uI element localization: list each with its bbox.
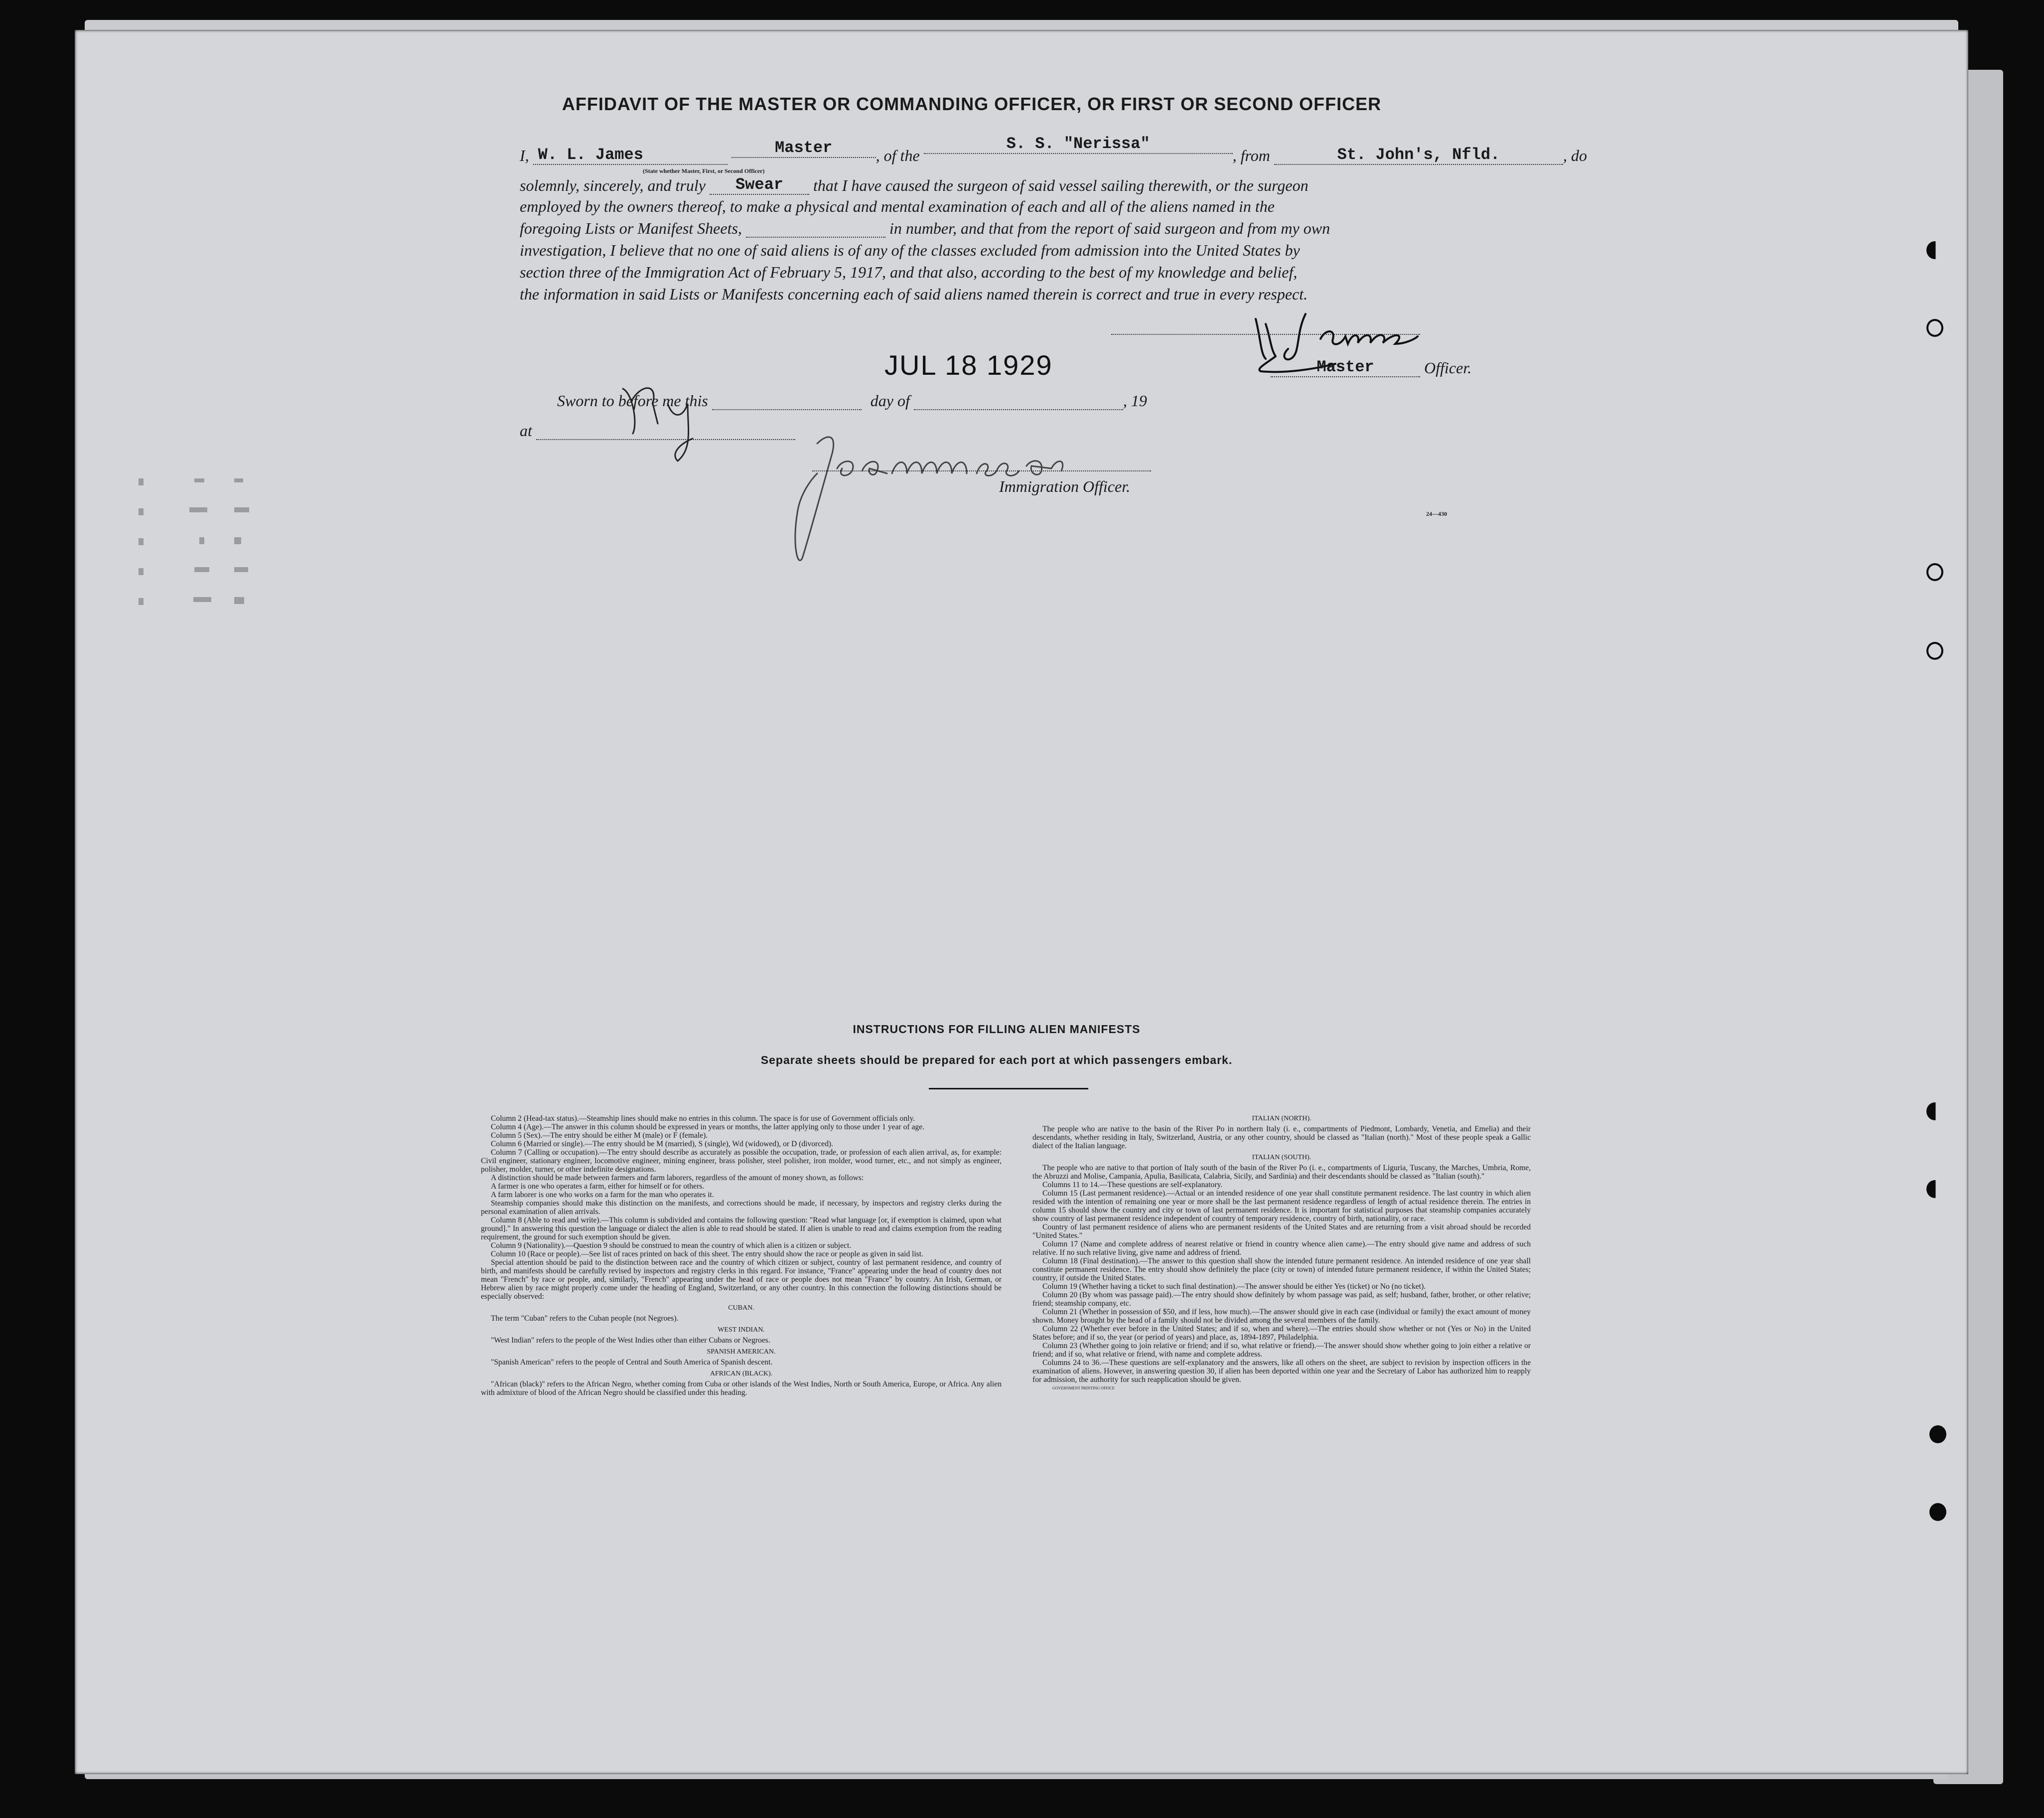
immigration-officer-line [812, 468, 1151, 471]
bleed-through-mark [135, 478, 259, 643]
signature-line [1111, 332, 1420, 335]
binder-hole [1926, 319, 1943, 337]
italian-south-text: The people who are native to that portion of Italy south of the basin of the River Po (i. e., compartments of Liguria, Tuscany, the Marches, Umbria, Rome, the Abruzzi and Molise, Campania, Apulia, Basilicata, Calabria, Sicily, and Sardinia) and their descendants should be classed as "Italian (south)." [1032, 1164, 1531, 1181]
cuban-heading: CUBAN. [728, 1304, 754, 1312]
instructions-right-column [1032, 1114, 1531, 1392]
alien-count [746, 222, 885, 238]
affidavit-line-6: section three of the Immigration Act of February 5, 1917, and that also, according to the best of my knowledge and belief, [520, 263, 1298, 281]
officer-label: Officer. [1424, 359, 1472, 377]
binder-hole [1929, 1425, 1946, 1443]
immigration-officer-label: Immigration Officer. [999, 477, 1131, 495]
oath-type: Swear [710, 175, 809, 195]
instructions-subtitle: Separate sheets should be prepared for each port at which passengers embark. [760, 1054, 1233, 1066]
instructions-title: INSTRUCTIONS FOR FILLING ALIEN MANIFESTS [853, 1023, 1141, 1036]
line2-text-b: that I have caused the surgeon of said vessel sailing therewith, or the surgeon [813, 176, 1309, 194]
instruction-paragraph: Special attention should be paid to the distinction between race and the country of which citizen or subject, country of last permanent residence, and country of birth, and manifests should be carefully revised by inspectors and registry clerks in this regard. For instance, "France" appearing under the head of country does not mean "French" by race or people, and, similarly, "French" appearing under the head of race or people does not mean "France" by country. An Irish, German, or Hebrew alien by race might properly come under the heading of England, Switzerland, or any other country. In this connection the following distinctions should be especially observed: [481, 1258, 1002, 1301]
instruction-paragraph: Steamship companies should make this distinction on the manifests, and corrections should be made, if necessary, by inspectors and registry clerks during the personal examination of alien arrivals. [481, 1199, 1002, 1216]
instruction-paragraph: Column 21 (Whether in possession of $50, and if less, how much).—The answer should give in each case (individual or family) the exact amount of money shown. Money brought by the head of a family should not be divided among the several members of the family. [1032, 1308, 1531, 1325]
instruction-paragraph: A distinction should be made between farmers and farm laborers, regardless of the amount of money shown, as follows: [491, 1174, 864, 1182]
instruction-paragraph: A farmer is one who operates a farm, either for himself or for others. [491, 1182, 705, 1191]
date-stamp: JUL 18 1929 [884, 349, 1053, 381]
instruction-paragraph: Column 5 (Sex).—The entry should be either M (male) or F (female). [491, 1131, 708, 1140]
instruction-paragraph: Column 18 (Final destination).—The answer to this question shall show the intended future permanent residence. An intended residence of one year shall constitute permanent residence. The entry should show definitely the place (city or town) of intended future permanent residence, if within the United States; country, if outside the United States. [1032, 1257, 1531, 1282]
from-label: , from [1232, 147, 1270, 164]
officer-rank: Master [731, 139, 876, 158]
affidavit-line-2 [520, 175, 1309, 195]
cuban-text: The term "Cuban" refers to the Cuban people (not Negroes). [491, 1314, 679, 1323]
signature-rank: Master [1271, 358, 1420, 377]
sworn-handwriting-scrawl [613, 369, 723, 468]
binder-hole [1926, 642, 1943, 660]
instruction-paragraph: A farm laborer is one who works on a farm for the man who operates it. [491, 1191, 714, 1199]
i-label: I, [520, 147, 529, 164]
binder-hole [1926, 1102, 1943, 1120]
african-text: "African (black)" refers to the African Negro, whether coming from Cuba or other islands of the West Indies, North or South America, Europe, or Africa. Any alien with admixture of blood of the African Negro should be classified under this heading. [481, 1380, 1002, 1397]
west-indian-heading: WEST INDIAN. [718, 1326, 765, 1334]
sworn-text-b: day of [870, 392, 910, 410]
line4-text-a: foregoing Lists or Manifest Sheets, [520, 219, 742, 237]
affidavit-title: AFFIDAVIT OF THE MASTER OR COMMANDING OFFICER, OR FIRST OR SECOND OFFICER [562, 94, 1382, 114]
binder-hole [1926, 241, 1943, 259]
instruction-paragraph: Column 9 (Nationality).—Question 9 should be construed to mean the country of which alien is a citizen or subject. [491, 1241, 852, 1250]
line2-text-a: solemnly, sincerely, and truly [520, 176, 706, 194]
binder-hole [1926, 1180, 1943, 1198]
instruction-paragraph: Column 23 (Whether going to join relative or friend; and if so, what relative or friend).—The answer should show whether going to join either a relative or friend; and if so, what relative or friend, with name and complete address. [1032, 1342, 1531, 1359]
instructions-left-column [481, 1114, 1002, 1397]
of-the-label: , of the [876, 147, 920, 164]
instruction-paragraph: Columns 24 to 36.—These questions are self-explanatory and the answers, like all others on the sheet, are subject to revision by inspection officers in the examination of aliens. However, in answering question 30, if alien has been deported within one year and the Secretary of Labor has authorized him to reapply for admission, the authority for such reapplication should be given. [1032, 1359, 1531, 1384]
affidavit-line-7: the information in said Lists or Manifests concerning each of said aliens named therein is correct and true in every respect. [520, 285, 1308, 303]
instruction-paragraph: Columns 11 to 14.—These questions are self-explanatory. [1042, 1181, 1223, 1189]
instruction-paragraph: Column 7 (Calling or occupation).—The entry should describe as accurately as possible the occupation, trade, or profession of each alien arrival, as, for example: Civil engineer, stationary engineer, locomotive engineer, mining engineer, brass polisher, steel polisher, iron molder, wood turner, etc., and not simply as engineer, polisher, molder, turner, or other indefinite designations. [481, 1148, 1002, 1174]
instruction-paragraph: Column 20 (By whom was passage paid).—The entry should show definitely by whom passage was paid, as self; husband, father, brother, or other relative; friend; steamship company, etc. [1032, 1291, 1531, 1308]
african-heading: AFRICAN (BLACK). [710, 1370, 773, 1377]
instruction-paragraph: Column 19 (Whether having a ticket to such final destination).—The answer should be either Yes (ticket) or No (no ticket). [1042, 1282, 1426, 1291]
italian-south-heading: ITALIAN (SOUTH). [1252, 1154, 1312, 1161]
officer-signature-scrawl [772, 424, 1151, 568]
bleed-through-glyphs [135, 478, 259, 643]
binder-hole [1929, 1503, 1946, 1521]
printer-imprint: GOVERNMENT PRINTING OFFICE [1052, 1386, 1115, 1390]
master-name: W. L. James [533, 146, 728, 165]
instruction-paragraph: Column 4 (Age).—The answer in this column should be expressed in years or months, the latter applying only to those under 1 year of age. [491, 1123, 925, 1131]
instruction-paragraph: Column 15 (Last permanent residence).—Actual or an intended residence of one year shall constitute permanent residence. The last country in which alien resided with the intention of remaining one year or more shall be the last permanent residence regardless of length of actual residence therein. The entries in column 15 should show the country and city or town of last permanent residence. It is important for statistical purposes that steamship companies accurately show country of last permanent residence independent of country of temporary residence, country of birth, nationality, or race. [1032, 1189, 1531, 1223]
instruction-paragraph: Country of last permanent residence of aliens who are permanent residents of the United States and are returning from a visit abroad should be recorded "United States." [1032, 1223, 1531, 1240]
instruction-paragraph: Column 17 (Name and complete address of nearest relative or friend in country whence alien came).—The entry should give name and address of such relative. If no such relative living, give name and address of friend. [1032, 1240, 1531, 1257]
line4-text-b: in number, and that from the report of said surgeon and from my own [889, 219, 1330, 237]
immigration-officer-signature [772, 424, 1151, 568]
departure-port: St. John's, Nfld. [1274, 146, 1563, 165]
rank-note: (State whether Master, First, or Second Officer) [643, 167, 765, 174]
instructions-divider [929, 1088, 1088, 1089]
do-label: , do [1563, 147, 1587, 164]
form-number: 24—430 [1426, 510, 1447, 517]
italian-north-heading: ITALIAN (NORTH). [1252, 1115, 1312, 1122]
instruction-paragraph: Column 6 (Married or single).—The entry should be M (married), S (single), Wd (widowed), or D (divorced). [491, 1140, 833, 1148]
signature-rank-line [1271, 358, 1471, 377]
affidavit-line-3: employed by the owners thereof, to make a physical and mental examination of each and all of the aliens named in the [520, 197, 1275, 215]
sworn-day [712, 394, 862, 410]
italian-north-text: The people who are native to the basin of the River Po in northern Italy (i. e., compartments of Piedmont, Lombardy, Venetia, and Emelia) and their descendants, whether residing in Italy, Switzerland, Austria, or any other country, should be classed as "Italian (north)." Most of these people speak a Gallic dialect of the Italian language. [1032, 1125, 1531, 1150]
spanish-american-heading: SPANISH AMERICAN. [707, 1348, 776, 1356]
sworn-text-c: , 19 [1123, 392, 1147, 410]
instruction-paragraph: Column 2 (Head-tax status).—Steamship lines should make no entries in this column. The space is for use of Government officials only. [491, 1114, 915, 1123]
instruction-paragraph: Column 8 (Able to read and write).—This column is subdivided and contains the following question: "Read what language [or, if exemption is claimed, upon what ground]." In answering this question the language or dialect the alien is able to read should be stated. If alien is unable to read and claims exemption from the reading requirement, the ground for such exemption should be given. [481, 1216, 1002, 1241]
instruction-paragraph: Column 22 (Whether ever before in the United States; and if so, when and where).—The entries should show whether or not (Yes or No) in the United States before; and if so, the year (or period of years) and place, as, 1894-1897, Philadelphia. [1032, 1325, 1531, 1342]
sworn-text-a: Sworn to before me this [557, 392, 708, 410]
affidavit-line-1 [520, 135, 1587, 165]
at-label: at [520, 422, 532, 440]
affidavit-line-4 [520, 219, 1330, 238]
sworn-handwriting [613, 369, 723, 468]
sworn-month [914, 394, 1123, 410]
binder-hole [1926, 563, 1943, 581]
affidavit-line-5: investigation, I believe that no one of said aliens is of any of the classes excluded from admission into the United States by [520, 241, 1300, 259]
vessel-name: S. S. "Nerissa" [924, 135, 1233, 154]
instruction-paragraph: Column 10 (Race or people).—See list of races printed on back of this sheet. The entry should show the race or people as given in said list. [491, 1250, 923, 1258]
spanish-american-text: "Spanish American" refers to the people of Central and South America of Spanish descent. [491, 1358, 773, 1366]
west-indian-text: "West Indian" refers to the people of the West Indies other than either Cubans or Negroes. [491, 1336, 770, 1345]
